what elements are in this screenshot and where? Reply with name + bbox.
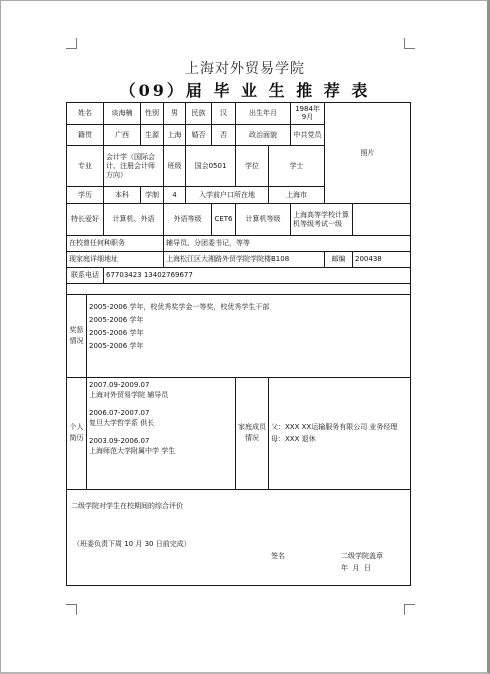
major-label: 专业 [67,146,104,187]
education-value: 本科 [104,186,141,203]
row-history-family [67,378,411,489]
form-title: （09）届 毕 业 生 推 荐 表 [119,81,371,100]
hukou-label: 入学前户口所在地 [186,186,269,203]
english-value: CET6 [212,204,236,236]
recommendation-form-table [66,102,411,586]
award-item: 2005-2006 学年 [89,315,144,324]
english-label: 外语等级 [164,204,212,236]
row-address [67,252,411,268]
address-label: 现家庭详细地址 [67,252,164,268]
history-detail: 复旦大学哲学系 供长 [89,419,155,428]
postcode-value: 200438 [353,252,411,268]
degree-value: 学士 [269,146,325,187]
origin-label: 籍贯 [67,124,104,145]
crop-mark-top-left [66,38,77,49]
family-label: 家庭成员情况 [236,378,269,489]
seal-label: 二级学院盖章 [341,551,383,560]
computer-label: 计算机等级 [236,204,291,236]
computer-value: 上海高等学校计算机等级考试一级 [291,204,353,236]
name-label: 姓名 [67,103,104,125]
class-label: 班级 [164,146,186,187]
ethnicity-label: 民族 [186,103,212,125]
duration-label: 学制 [141,186,164,203]
birthplace-label: 生源 [141,124,164,145]
positions-value: 辅导员、分团委书记，等等 [164,236,411,252]
history-label: 个人简历 [67,378,87,489]
family-member: 母：XXX 退休 [271,435,316,444]
family-list [269,378,411,489]
class-value: 国会0501 [186,146,236,187]
origin-value: 广西 [104,124,141,145]
education-label: 学历 [67,186,104,203]
major-value: 会计学（国际会计、注册会计师方向） [104,146,164,187]
row-skills [67,204,411,236]
history-period: 2003.09-2006.07 [89,437,150,446]
political-value: 中共党员 [291,124,325,145]
marital-label: 婚否 [186,124,212,145]
history-detail: 上海师范大学附属中学 学生 [89,447,176,456]
photo-label: 照片 [360,148,375,157]
crop-mark-top-right [404,38,415,49]
row-awards [67,294,411,377]
skills-value: 计算机、外语 [104,204,164,236]
awards-label: 奖惩情况 [67,294,87,377]
history-period: 2006.07-2007.07 [89,409,150,418]
skills-label: 特长爱好 [67,204,104,236]
family-member: 父：XXX XX运输服务有限公司 业务经理 [271,422,398,431]
address-value: 上海松江区大湘路外贸学院学院楼B108 [164,252,325,268]
evaluation-title: 二级学院对学生在校期间的综合评价 [71,501,183,510]
birthplace-value: 上海 [164,124,186,145]
birth-label: 出生年月 [236,103,291,125]
positions-label: 在校曾任何种职务 [67,236,164,252]
row-phone [67,268,411,284]
row-basic-info [67,103,411,125]
sign-label: 签名 [271,551,285,560]
award-item: 2005-2006 学年 [89,341,144,350]
school-name: 上海对外贸易学院 [185,61,305,77]
ethnicity-value: 汉 [212,103,236,125]
duration-value: 4 [164,186,186,203]
evaluation-box [67,489,411,585]
award-item: 2005-2006 学年 [89,328,144,337]
photo-box [325,103,411,204]
evaluation-note: （班委负责下周 10 月 30 日前完成） [73,539,191,548]
postcode-label: 邮编 [325,252,353,268]
awards-list [87,294,411,377]
gender-value: 男 [164,103,186,125]
row-spacer [67,284,411,295]
skills-blank [353,204,411,236]
row-evaluation [67,489,411,585]
spacer-cell [67,284,411,295]
political-label: 政治面貌 [236,124,291,145]
history-detail: 上海对外贸易学院 辅导员 [89,391,169,400]
name-value: 谈海楠 [104,103,141,125]
crop-mark-bottom-left [66,604,77,615]
gender-label: 性别 [141,103,164,125]
phone-value: 67703423 13402769677 [104,268,411,284]
marital-value: 否 [212,124,236,145]
crop-mark-bottom-right [404,604,415,615]
award-item: 2005-2006 学年，校优秀奖学金一等奖，校优秀学生干部 [89,302,270,311]
birth-value: 1984年9月 [291,103,325,125]
date-label: 年 月 日 [341,563,371,572]
row-positions [67,236,411,252]
history-period: 2007.09-2009.07 [89,381,150,390]
hukou-value: 上海市 [269,186,325,203]
phone-label: 联系电话 [67,268,104,284]
degree-label: 学位 [236,146,269,187]
history-list [87,378,236,489]
